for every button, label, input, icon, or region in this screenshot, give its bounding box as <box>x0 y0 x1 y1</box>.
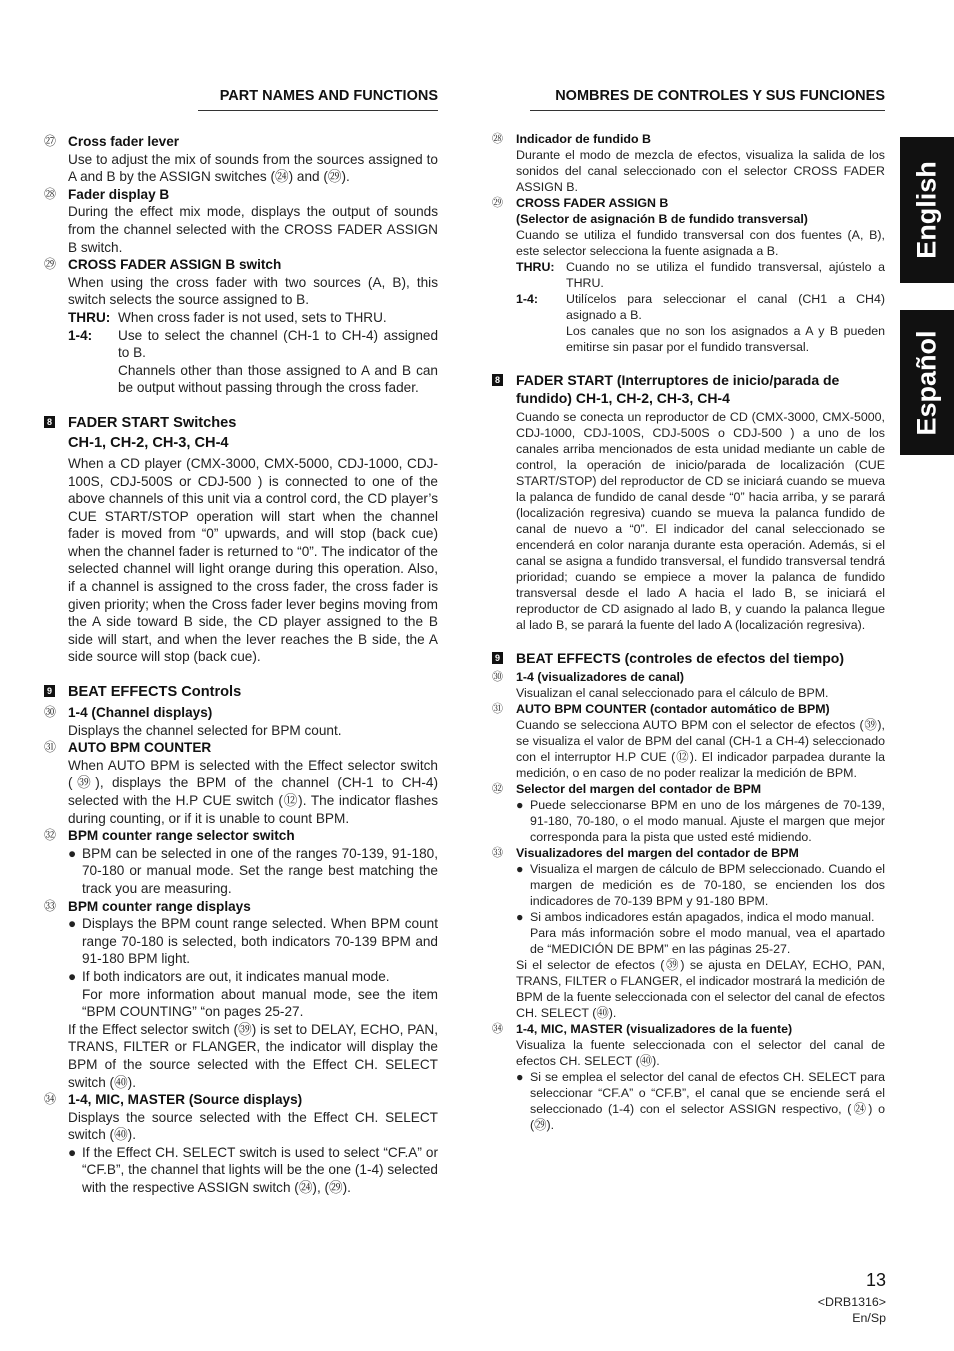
section-number-badge: 8 <box>492 374 503 386</box>
item-description: Displays the source selected with the Effect CH. SELECT switch (㊵). <box>68 1109 438 1143</box>
language-tab-english <box>900 137 954 283</box>
language-tab-label: English <box>911 161 942 259</box>
section-heading <box>44 413 438 453</box>
bullet-item <box>492 909 885 925</box>
item-number: ㉘ <box>44 186 57 201</box>
section-title: BEAT EFFECTS (controles de efectos del tiempo) <box>516 650 845 666</box>
option-key: 1-4: <box>68 327 93 343</box>
section-header: PART NAMES AND FUNCTIONS <box>198 88 438 111</box>
item-title: AUTO BPM COUNTER (contador automático de BPM) <box>516 702 830 716</box>
document-code <box>760 1294 886 1326</box>
bullet-item <box>492 861 885 909</box>
bullet-item <box>44 1144 438 1197</box>
item-description: Durante el modo de mezcla de efectos, visualiza la salida de los sonidos del canal seleccionado con el selector CROSS FADER ASSIGN B. <box>516 148 885 194</box>
option-row <box>492 323 885 355</box>
bullet-item <box>44 845 438 898</box>
bullet-icon: ● <box>516 1070 524 1084</box>
bullet-icon: ● <box>516 798 524 812</box>
item-number: ㉝ <box>44 898 57 913</box>
bullet-text: Visualiza el margen de cálculo de BPM seleccionado. Cuando el margen de medición es de 70-180, se encienden los dos indicadores de 70-139 BPM y 91-180 BPM. <box>530 862 885 908</box>
bullet-icon: ● <box>68 845 77 861</box>
item-title: AUTO BPM COUNTER <box>68 740 212 756</box>
item-number: ㉞ <box>492 1023 503 1035</box>
item-description: Visualizan el canal seleccionado para el cálculo de BPM. <box>516 686 829 700</box>
item-title: Cross fader lever <box>68 134 180 149</box>
section-heading <box>44 682 438 702</box>
bullet-text: Si se emplea el selector del canal de efectos CH. SELECT para seleccionar “CF.A” o “CF.B”, el canal que se enciende será el seleccionado (1-4) con el selector ASSIGN respectivo, (㉔) o (㉙). <box>530 1070 885 1132</box>
item-description: During the effect mix mode, displays the output of sounds from the channel selected with the CROSS FADER ASSIGN B switch. <box>68 204 438 255</box>
page-number: 13 <box>865 1270 886 1290</box>
section-title: FADER START (Interruptores de inicio/parada de fundido) CH-1, CH-2, CH-3, CH-4 <box>516 372 840 406</box>
option-key: THRU: <box>516 260 555 274</box>
bullet-item <box>492 1069 885 1133</box>
section-title: FADER START Switches <box>68 414 237 431</box>
document-code-id: <DRB1316> <box>817 1295 886 1309</box>
item-number: ㉛ <box>44 740 57 755</box>
option-row <box>492 291 885 323</box>
bullet-text: If both indicators are out, it indicates manual mode. <box>82 968 390 984</box>
item-number: ㉙ <box>492 197 503 209</box>
option-value: Channels other than those assigned to A and B can be output without passing through the cross fader. <box>118 362 438 396</box>
item-title: Fader display B <box>68 186 170 202</box>
item-description: Displays the channel selected for BPM count. <box>68 722 342 738</box>
item-number: ㉛ <box>492 703 503 715</box>
document-languages: En/Sp <box>852 1311 886 1325</box>
bullet-item <box>492 797 885 845</box>
bullet-icon: ● <box>68 916 77 932</box>
option-row <box>44 309 438 327</box>
bullet-icon: ● <box>516 862 524 876</box>
option-row <box>492 259 885 291</box>
item-title: Selector del margen del contador de BPM <box>516 782 762 796</box>
item-number: ㉜ <box>492 783 503 795</box>
section-number-badge: 9 <box>492 652 503 664</box>
option-value: Los canales que no son los asignados a A y B pueden emitirse sin pasar por el fundido transversal. <box>566 324 885 354</box>
spanish-column <box>492 88 885 1133</box>
item-title: 1-4, MIC, MASTER (visualizadores de la fuente) <box>516 1022 793 1036</box>
bullet-text: For more information about manual mode, see the item “BPM COUNTING” “on pages 25-27. <box>82 986 438 1020</box>
bullet-text: BPM can be selected in one of the ranges 70-139, 91-180, 70-180 or manual mode. Set the range best matching the track you are measuring. <box>82 845 438 896</box>
option-value: Cuando no se utiliza el fundido transversal, ajústelo a THRU. <box>566 260 885 290</box>
section-heading <box>492 371 885 407</box>
section-number-badge: 8 <box>44 416 55 428</box>
bullet-item <box>44 968 438 986</box>
item-description: Visualiza la fuente seleccionada con el selector del canal de efectos CH. SELECT (㊵). <box>516 1038 885 1068</box>
item-description: If the Effect selector switch (㊴) is set to DELAY, ECHO, PAN, TRANS, FILTER or FLANGER, the indicator will display the BPM of the source selected with the Effect CH. SELECT switch (㊵). <box>68 1021 438 1090</box>
item-number: ㉞ <box>44 1092 57 1107</box>
item-number: ㉚ <box>492 671 503 683</box>
item-description: Cuando se utiliza el fundido transversal con dos fuentes (A, B), este selector selecciona la fuente asignada a B. <box>516 228 885 258</box>
item-number: ㉙ <box>44 257 57 272</box>
section-subtitle: CH-1, CH-2, CH-3, CH-4 <box>68 434 229 451</box>
option-row <box>44 327 438 362</box>
item-number: ㉜ <box>44 828 57 843</box>
bullet-icon: ● <box>68 1144 77 1160</box>
item-title: Visualizadores del margen del contador de BPM <box>516 846 799 860</box>
item-title: CROSS FADER ASSIGN B switch <box>68 257 282 273</box>
item-description: Si el selector de efectos (㊴) se ajusta en DELAY, ECHO, PAN, TRANS, FILTER o FLANGER, el indicador mostrará la medición de BPM de la fuente seleccionada con el selector del canal de efectos CH. SELECT (㊵). <box>516 958 885 1020</box>
bullet-text: Displays the BPM count range selected. When BPM count range 70-180 is selected, both indicators 70-139 BPM and 91-180 BPM light. <box>82 916 438 967</box>
bullet-text: Puede seleccionarse BPM en uno de los márgenes de 70-139, 91-180, 70-180, o el modo manual. Ajuste el margen que mejor corresponda para la pista que usted esté midiendo. <box>530 798 885 844</box>
section-number-badge: 9 <box>44 685 55 697</box>
bullet-text: Si ambos indicadores están apagados, indica el modo manual. <box>530 910 875 924</box>
section-description: When a CD player (CMX-3000, CMX-5000, CDJ-1000, CDJ-100S, CDJ-500S or CDJ-500 ) is connected to one of the above channels of this unit via a control cord, the CD player’s CUE START/STOP operation will start when the channel fader is moved from “0” upwards, and will stop (back cue) when the channel fader is returned to “0”. The indicator of the selected channel will light orange during this operation. Also, if a channel is assigned to the cross fader, the cross fader is given priority; when the Cross fader lever begins moving from the A side toward B side, the CD player assigned to the B side will start, and when the lever reaches the B side, the A side source will stop (back cue). <box>68 455 438 665</box>
item-title: 1-4 (Channel displays) <box>68 705 213 721</box>
item-description: Use to adjust the mix of sounds from the sources assigned to A and B by the ASSIGN switches (㉔) and (㉙). <box>68 151 438 185</box>
item-title: BPM counter range displays <box>68 898 251 914</box>
item-number: ㉚ <box>44 705 57 720</box>
language-tab-espanol <box>900 310 954 455</box>
bullet-icon: ● <box>516 910 524 924</box>
option-value: Use to select the channel (CH-1 to CH-4) assigned to B. <box>118 327 438 361</box>
item-description: Cuando se selecciona AUTO BPM con el selector de efectos (㊴), se visualiza el valor de BPM del canal (CH-1 a CH-4) seleccionado con el interruptor H.P CUE (⑫). El indicador parpadea durante la medición, o en caso de no poder realizar la medición de BPM. <box>516 718 885 780</box>
section-heading <box>492 649 885 667</box>
bullet-text: Para más información sobre el modo manual, vea el apartado de “MEDICIÓN DE BPM” en las páginas 25-27. <box>530 926 885 956</box>
english-column <box>44 88 438 1197</box>
item-title: Indicador de fundido B <box>516 132 651 146</box>
item-title: BPM counter range selector switch <box>68 828 295 844</box>
option-value: Utilícelos para seleccionar el canal (CH1 a CH4) asignado a B. <box>566 292 885 322</box>
option-row <box>44 362 438 397</box>
item-number: ㉘ <box>492 133 503 145</box>
option-key: 1-4: <box>516 292 539 306</box>
item-description: When AUTO BPM is selected with the Effect selector switch (㊴), displays the BPM of the channel (CH-1 to CH-4) selected with the H.P CUE switch (⑫). The indicator flashes during counting, or if it is unable to count BPM. <box>68 757 438 826</box>
item-number: ㉗ <box>44 134 57 148</box>
section-title: BEAT EFFECTS Controls <box>68 684 242 701</box>
section-description: Cuando se conecta un reproductor de CD (CMX-3000, CMX-5000, CDJ-1000, CDJ-100S, CDJ-500S o CDJ-500 ) a uno de los canales arriba mencionados de esta unidad mediante un cable de control, la operación de inicio/parada de localización (CUE START/STOP) del reproductor de CD se iniciará cuando se mueva la palanca de fundido de canal desde “0” hacia arriba, y se parará (localización regresiva) cuando se mueva la palanca fundido de canal de nuevo a “0”. El indicador del canal seleccionado se encenderá en color naranja durante esta operación. Además, si el canal se asigna a fundido transversal, el fundido transversal tendrá prioridad; cuando se empiece a mover la palanca de fundido transversal desde el lado A hacia el lado B, se iniciará el reproductor de CD asignado al lado B, y cuando la palanca llegue al lado B, se parará la fuente del lado A (localización regresiva). <box>516 410 885 632</box>
option-value: When cross fader is not used, sets to THRU. <box>118 309 387 325</box>
bullet-icon: ● <box>68 968 77 984</box>
item-description: When using the cross fader with two sources (A, B), this switch selects the source assigned to B. <box>68 274 438 308</box>
item-number: ㉝ <box>492 847 503 859</box>
language-tab-label: Español <box>911 329 942 436</box>
section-header: NOMBRES DE CONTROLES Y SUS FUNCIONES <box>530 88 885 111</box>
item-subtitle: (Selector de asignación B de fundido transversal) <box>516 212 808 226</box>
item-title: 1-4, MIC, MASTER (Source displays) <box>68 1092 303 1108</box>
item-title: 1-4 (visualizadores de canal) <box>516 670 685 684</box>
item-title: CROSS FADER ASSIGN B <box>516 196 669 210</box>
bullet-text: If the Effect CH. SELECT switch is used to select “CF.A” or “CF.B”, the channel that lights will be the one (1-4) selected with the respective ASSIGN switch (㉔), (㉙). <box>82 1144 438 1196</box>
bullet-item <box>44 915 438 968</box>
option-key: THRU: <box>68 309 111 325</box>
